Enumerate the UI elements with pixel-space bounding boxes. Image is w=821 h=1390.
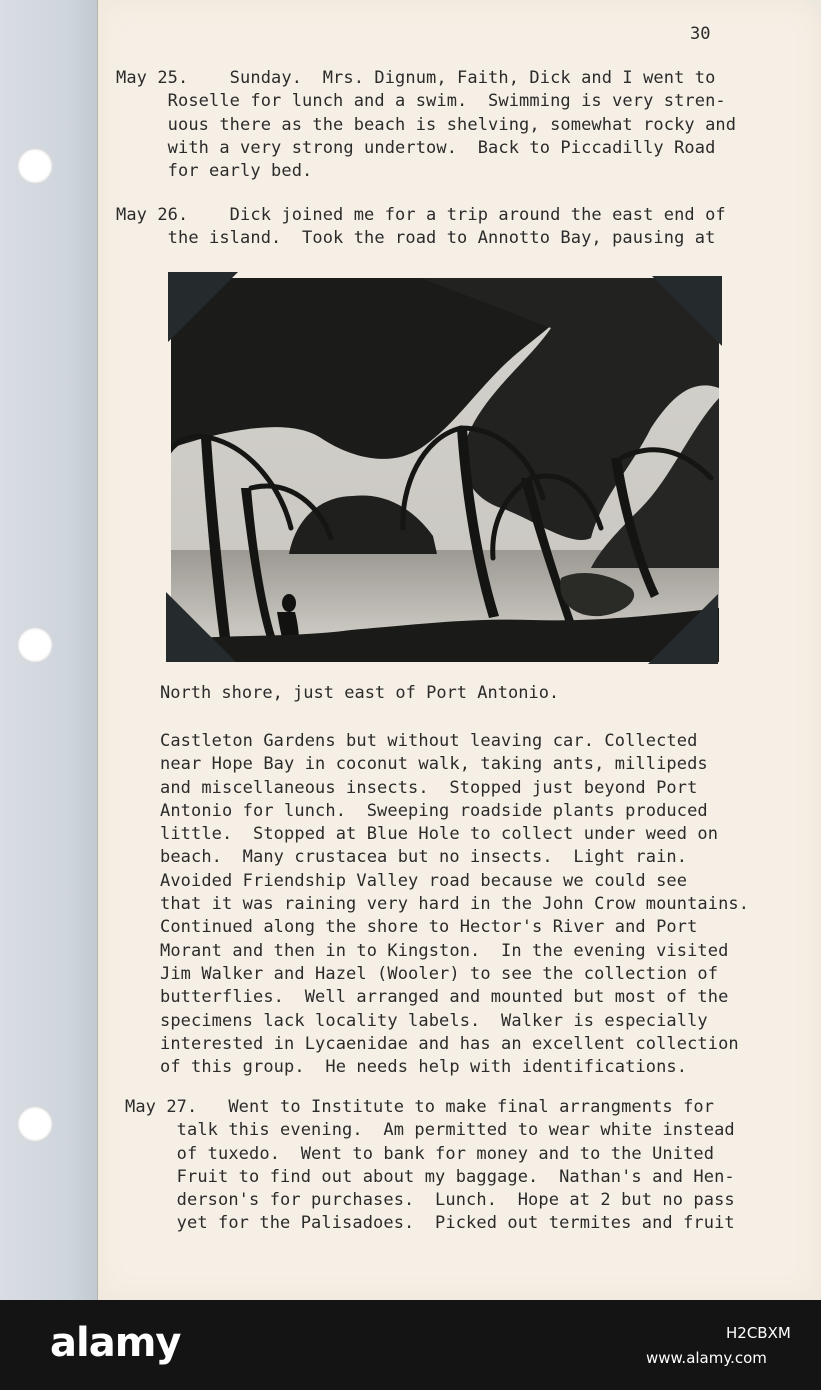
photo-palm-shore [171,278,719,662]
entry-may-27: May 27. Went to Institute to make final arrangments for talk this evening. Am permitted to wear white instead of tuxedo. Went to bank for money and to the United Fruit to find out about my baggage. Nathan's and Hen- derson's for purchases. Lunch. Hope at 2 but no pass yet for the Palisadoes. Picked out termites and fruit [125,1097,735,1234]
photo-caption: North shore, just east of Port Antonio. [160,683,560,703]
photo-corner-bottom-left [166,592,236,662]
entry-may-26-continued: Castleton Gardens but without leaving car. Collected near Hope Bay in coconut walk, taking ants, millipeds and miscellaneous insects. Stopped just beyond Port Antonio for lunch. Sweeping roadside plants produced little. Stopped at Blue Hole to collect under weed on beach. Many crustacea but no insects. Light rain. Avoided Friendship Valley road because we could see that it was raining very hard in the John Crow mountains. Continued along the shore to Hector's River and Port Morant and then in to Kingston. In the evening visited Jim Walker and Hazel (Wooler) to see the collection of butterflies. Well arranged and mounted but most of the specimens lack locality labels. Walker is especially interested in Lycaenidae and has an excellent collection of this group. He needs help with identifications. [160,731,750,1078]
photo-corner-bottom-right [648,594,718,664]
alamy-logo: alamy [50,1320,181,1366]
photo-corner-top-right [652,276,722,346]
punch-hole [17,148,53,184]
punch-hole [17,627,53,663]
entry-may-26: May 26. Dick joined me for a trip around the east end of the island. Took the road to Annotto Bay, pausing at [116,205,726,249]
photo-corner-top-left [168,272,238,342]
photo-image [171,278,719,662]
stock-url: www.alamy.com [646,1349,767,1367]
binding-stamp [55,620,77,880]
image-id: H2CBXM [726,1324,791,1342]
entry-may-25: May 25. Sunday. Mrs. Dignum, Faith, Dick and I went to Roselle for lunch and a swim. Swimming is very stren- uous there as the beach is shelving, somewhat rocky and with a very strong undertow. Back to Piccadilly Road for early bed. [116,68,737,182]
punch-hole [17,1106,53,1142]
mounted-photo [168,272,722,666]
page-number: 30 [690,24,711,44]
